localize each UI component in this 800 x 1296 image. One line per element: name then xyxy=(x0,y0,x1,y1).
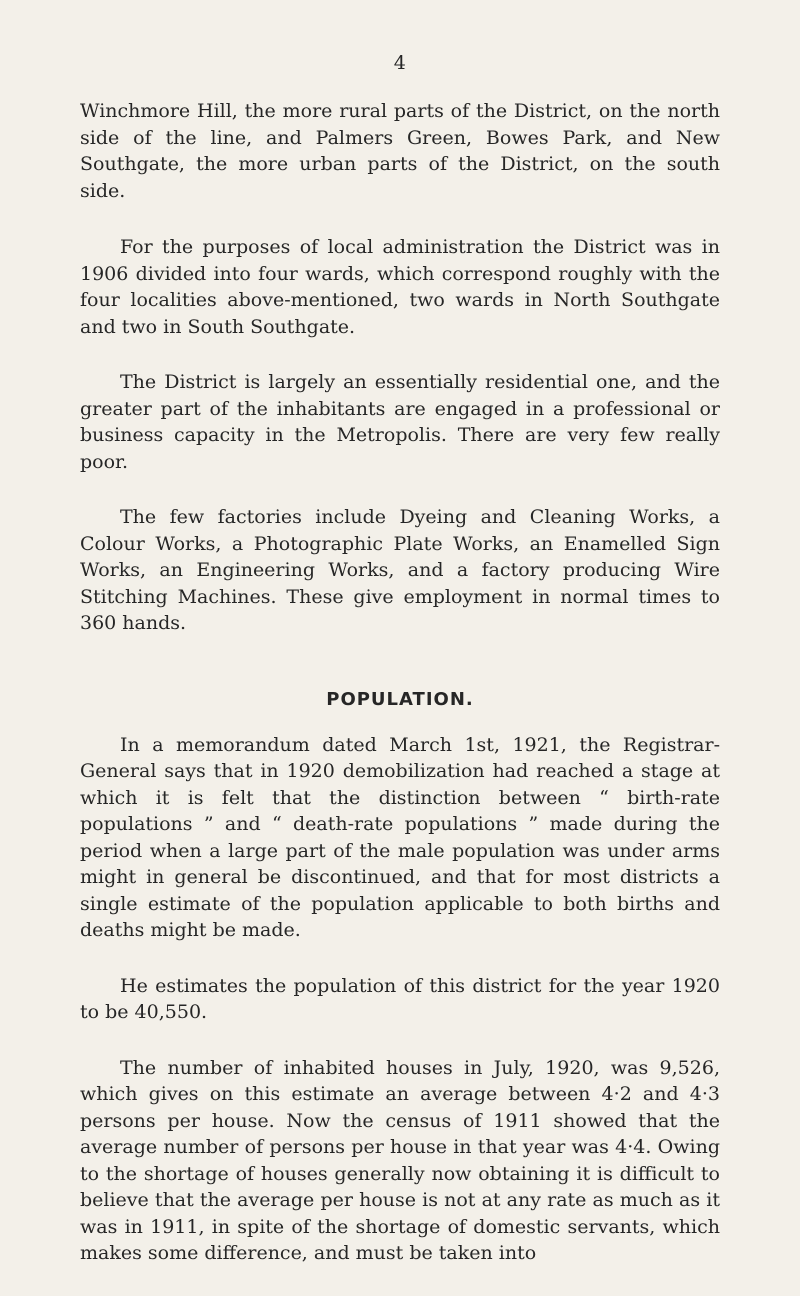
paragraph-residential: The District is largely an essentially residential one, and the greater part of the inhabitants are engaged in a professional or business capacity in the Metropolis. There are very few really poor. xyxy=(80,371,720,473)
paragraph-houses: The number of inhabited houses in July, 1920, was 9,526, which gives on this estimate an average between 4·2 and 4·3 persons per house. Now the census of 1911 showed that the average number of persons per house in that year was 4·4. Owing to the shortage of houses generally now obtaining it is difficult to believe that the average per house is not at any rate as much as it was in 1911, in spite of the shortage of domestic servants, which makes some difference, and must be taken into xyxy=(80,1056,720,1264)
document-page xyxy=(80,52,720,1296)
paragraph-estimate: He estimates the population of this district for the year 1920 to be 40,550. xyxy=(80,974,720,1023)
paragraph-continuation: Winchmore Hill, the more rural parts of the District, on the north side of the line, and Palmers Green, Bowes Park, and New Southgate, the more urban parts of the District, on the south side. xyxy=(80,100,720,202)
page-number: 4 xyxy=(393,52,407,74)
paragraph-memorandum: In a memorandum dated March 1st, 1921, the Registrar-General says that in 1920 demobilization had reached a stage at which it is felt that the distinction between “ birth-rate populations ” and “ death-rate populations ” made during the period when a large part of the male population was under arms might in general be discontinued, and that for most districts a single estimate of the population applicable to both births and deaths might be made. xyxy=(80,733,720,941)
paragraph-wards: For the purposes of local administration the District was in 1906 divided into four wards, which correspond roughly with the four localities above-mentioned, two wards in North Southgate and two in South Southgate. xyxy=(80,236,720,338)
section-heading-population: POPULATION. xyxy=(326,688,474,710)
paragraph-factories: The few factories include Dyeing and Cleaning Works, a Colour Works, a Photographic Plate Works, an Enamelled Sign Works, an Engineering Works, and a factory producing Wire Stitching Machines. These give employment in normal times to 360 hands. xyxy=(80,506,720,634)
